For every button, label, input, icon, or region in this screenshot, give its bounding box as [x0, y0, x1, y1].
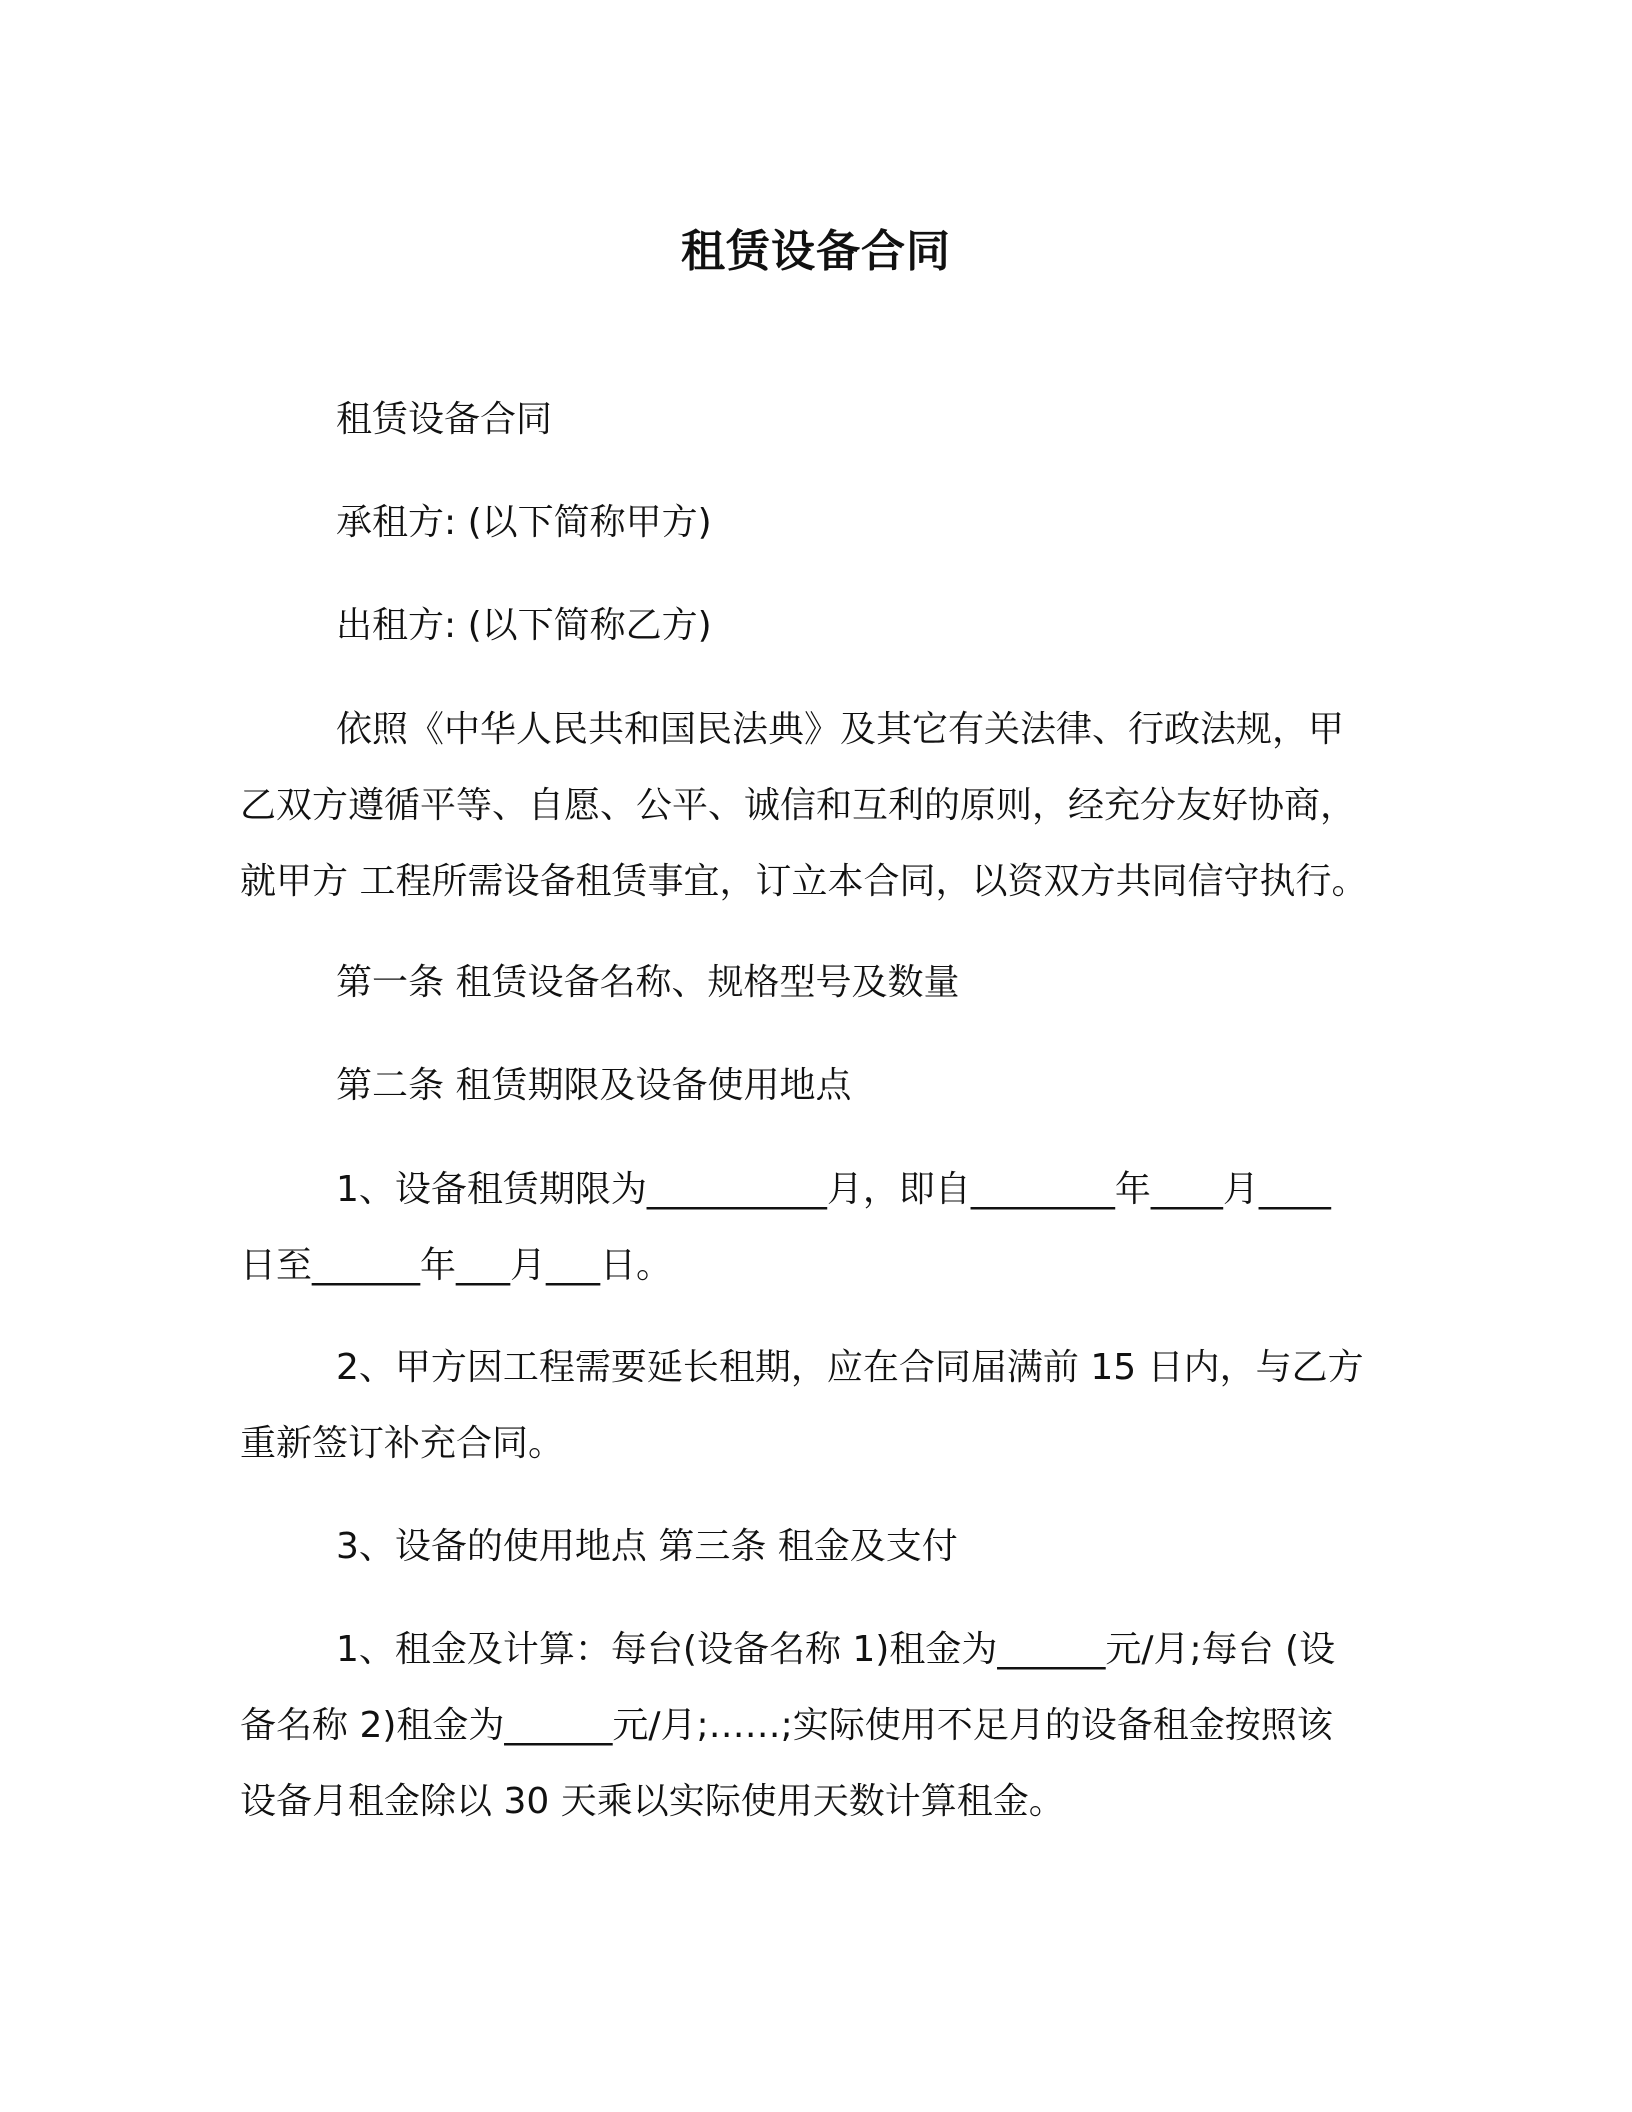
paragraph-contract-name — [240, 395, 1392, 445]
paragraph-line: 就甲方 工程所需设备租赁事宜，订立本合同，以资双方共同信守执行。 — [240, 861, 1368, 902]
paragraph-line: 依照《中华人民共和国民法典》及其它有关法律、行政法规，甲 — [336, 709, 1345, 750]
paragraph-article-1 — [240, 958, 1392, 1008]
paragraph-line: 3、设备的使用地点 第三条 租金及支付 — [336, 1526, 958, 1567]
paragraph-line: 出租方: (以下简称乙方) — [336, 605, 712, 646]
paragraph-line: 备名称 2)租金为______元/月;……;实际使用不足月的设备租金按照该 — [240, 1705, 1333, 1746]
paragraph-term-3 — [240, 1522, 1392, 1572]
paragraph-line: 日至______年___月___日。 — [240, 1245, 673, 1286]
paragraph-rent — [240, 1625, 1392, 1827]
paragraph-article-2 — [240, 1061, 1392, 1111]
paragraph-lessor — [240, 601, 1392, 651]
paragraph-line: 第一条 租赁设备名称、规格型号及数量 — [336, 962, 960, 1003]
paragraph-line: 承租方: (以下简称甲方) — [336, 502, 712, 543]
paragraph-line: 乙双方遵循平等、自愿、公平、诚信和互利的原则，经充分友好协商， — [240, 785, 1357, 826]
paragraph-line: 设备月租金除以 30 天乘以实际使用天数计算租金。 — [240, 1781, 1065, 1822]
paragraph-line: 1、租金及计算：每台(设备名称 1)租金为______元/月;每台 (设 — [336, 1629, 1336, 1670]
paragraph-line: 2、甲方因工程需要延长租期，应在合同届满前 15 日内，与乙方 — [336, 1347, 1364, 1388]
paragraph-lessee — [240, 498, 1392, 548]
paragraph-term-1 — [240, 1165, 1392, 1291]
document-title: 租赁设备合同 — [681, 226, 951, 277]
paragraph-line: 1、设备租赁期限为__________月，即自________年____月____ — [336, 1169, 1331, 1210]
paragraph-line: 重新签订补充合同。 — [240, 1423, 565, 1464]
paragraph-line: 第二条 租赁期限及设备使用地点 — [336, 1065, 852, 1106]
paragraph-line: 租赁设备合同 — [336, 399, 553, 440]
paragraph-preamble — [240, 705, 1392, 907]
paragraph-term-2 — [240, 1343, 1392, 1469]
